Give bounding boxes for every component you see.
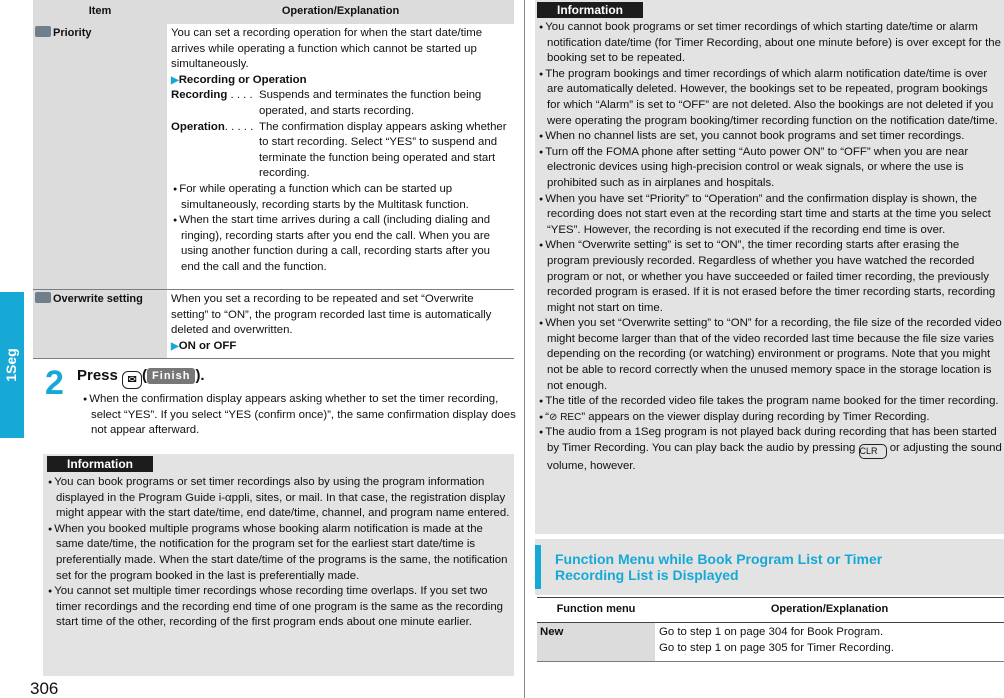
overwrite-options: ▶ON or OFF <box>171 339 237 352</box>
priority-options-title: ▶Recording or Operation <box>171 73 307 86</box>
priority-description: You can set a recording operation for when the start date/time arrives while operating a function which cannot be started up simultaneously. <box>171 27 483 71</box>
info-list <box>537 20 1002 475</box>
overwrite-description: When you set a recording to be repeated and set “Overwrite setting” to “ON”, the program recorded last time is automatically deleted and overwritten. <box>171 293 492 337</box>
step-instruction: Press ✉ ( Finish ). <box>77 366 205 389</box>
function-menu-heading <box>535 539 1004 595</box>
info-item: ● You can book programs or set timer recordings also by using the program information displayed in the Program Guide i-αppli, sites, or mail. In that case, the registration display might appear with the start date/time, end date/time, channel, and program name entered. <box>46 475 512 522</box>
info-list <box>46 475 512 631</box>
info-item: ● The program bookings and timer recordings of which alarm notification date/time is over are automatically deleted. However, the bookings set to be repeated, program bookings for which “Alarm” is set to “OFF” are not deleted. Also the bookings are not deleted if you were operating the program booking/timer recording function on the notification date/time. <box>537 67 1002 129</box>
heading-accent-bar <box>535 545 541 589</box>
table-row-priority <box>33 24 514 290</box>
info-item: ● When you have set “Priority” to “Operation” and the confirmation display is shown, the recording does not start even at the recording start time and starts at the time you select “YES”. However, the recording is not executed if the recording end time is over. <box>537 192 1002 239</box>
section-tab: 1Seg <box>0 292 24 438</box>
function-menu-table <box>537 597 1004 662</box>
table-row: New Go to step 1 on page 304 for Book Program. Go to step 1 on page 305 for Timer Recording. <box>537 623 1004 662</box>
heading-line: Function Menu while Book Program List or Timer <box>555 551 883 567</box>
info-item: ● “⊘ REC” appears on the viewer display during recording by Timer Recording. <box>537 410 1002 426</box>
info-item: ● You cannot set multiple timer recordings whose recording time overlaps. If you set two timer recordings and the recording end time of one program is the same as the recording start time of the other, recording of the first program ends about one minute earlier. <box>46 584 512 631</box>
header-operation: Operation/Explanation <box>281 5 400 18</box>
info-box-left <box>43 454 514 676</box>
table-row-overwrite <box>33 290 514 359</box>
menu-name: New <box>537 623 655 661</box>
step-note: ● When the confirmation display appears asking whether to set the timer recording, select “YES”. If you select “YES (confirm once)”, the same confirmation display does not appear afterward. <box>81 392 521 439</box>
page-number: 306 <box>30 679 59 698</box>
info-tag: Information <box>537 2 643 18</box>
priority-note: ● For while operating a function which can be started up simultaneously, recording starts by the Multitask function. <box>171 182 510 213</box>
info-tag: Information <box>47 456 153 472</box>
table-header <box>33 0 514 24</box>
priority-note: ● When the start time arrives during a call (including dialing and ringing), recording starts after you end the call. When you are using another function during a call, recording starts after you end the call and the function. <box>171 213 510 275</box>
step-number: 2 <box>45 364 64 402</box>
info-item: ● The audio from a 1Seg program is not played back during recording that has been started by Timer Recording. You can play back the audio by pressing CLR or adjusting the sound volume, however. <box>537 425 1002 474</box>
overwrite-label: Overwrite setting <box>53 293 143 305</box>
def-recording: Recording . . . . Suspends and terminates the function being operated, and starts recording. <box>171 89 482 117</box>
def-operation: Operation. . . . . The confirmation display appears asking whether to start recording. Select “YES” to suspend and terminate the function being operated and start recording. <box>171 120 507 180</box>
timer-rec-icon: ⊘ REC <box>549 411 582 423</box>
info-item: ● When “Overwrite setting” is set to “ON”, the timer recording starts after erasing the program previously recorded. Regardless of whether you have watched the recorded program or not, or whether you have succeeded or failed timer recording, the previously recorded program is erased. If it is not erased before the timer recording starts, recording might not start on time. <box>537 238 1002 316</box>
priority-label: Priority <box>53 27 92 39</box>
priority-icon <box>35 26 51 37</box>
header-item: Item <box>88 5 112 18</box>
mail-key-icon: ✉ <box>122 371 142 389</box>
triangle-arrow-icon: ▶ <box>171 74 179 86</box>
triangle-arrow-icon: ▶ <box>171 340 179 352</box>
overwrite-icon <box>35 292 51 303</box>
clr-key-icon: CLR <box>859 444 887 459</box>
info-item: ● When you booked multiple programs whose booking alarm notification is made at the same date/time, the notification for the program set for the earliest start date/time is preferentially made. When the start date/time of the programs is the same, the notification set for the program booked in the last is preferentially made. <box>46 522 512 584</box>
finish-softkey: Finish <box>147 368 195 384</box>
info-item: ● When you set “Overwrite setting” to “ON” for a recording, the file size of the recorded video might become larger than that of the video recorded last time because the file size varies depending on the recording (or watching) environment or programs. Note that you might not be able to record correctly when the unused memory space in the storage location is not enough. <box>537 316 1002 394</box>
settings-table <box>33 0 514 359</box>
info-item: ● When no channel lists are set, you cannot book programs and set timer recordings. <box>537 129 1002 145</box>
info-box-right <box>535 0 1004 534</box>
column-divider <box>524 0 525 698</box>
info-item: ● You cannot book programs or set timer recordings of which starting date/time or alarm notification date/time (for Timer Recording, about one minute before) is over except for the booking set to be repeated. <box>537 20 1002 67</box>
heading-line: Recording List is Displayed <box>555 567 739 583</box>
info-item: ● Turn off the FOMA phone after setting “Auto power ON” to “OFF” when you are near electronic devices using high-precision control or weak signals, or where the use is prohibited such as in airplanes and hospitals. <box>537 145 1002 192</box>
info-item: ● The title of the recorded video file takes the program name booked for the timer recording. <box>537 394 1002 410</box>
table-header: Function menu Operation/Explanation <box>537 597 1004 623</box>
